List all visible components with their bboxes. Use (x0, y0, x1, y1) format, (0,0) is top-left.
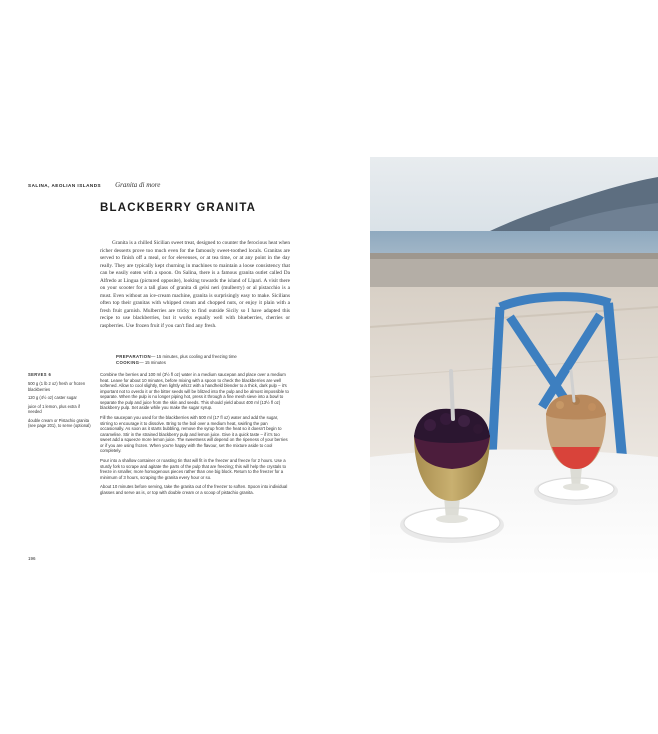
italian-recipe-name: Granita di more (115, 181, 161, 189)
ingredient-item: 120 g (4½ oz) caster sugar (28, 395, 77, 401)
preparation-label: PREPARATION (116, 354, 152, 359)
ingredient-item: double cream or Pistachio granita (see page 201), to serve (optional) (28, 417, 91, 429)
ingredients-list (28, 372, 94, 432)
preparation-value: — 15 minutes, plus cooling and freezing time (151, 354, 237, 359)
recipe-title: BLACKBERRY GRANITA (100, 202, 257, 214)
section-label: SALINA, AEOLIAN ISLANDS (28, 183, 102, 188)
method-step: About 10 minutes before serving, take the granita out of the freezer to soften. Spoon into individual glasses and serve as is, or top with double cream or a scoop of pistachio granita. (100, 484, 288, 495)
granita-photo (370, 157, 658, 577)
timings (116, 354, 286, 366)
method-step: Pour into a shallow container or roasting tin that will fit in the freezer and freeze for 2 hours. Use a sturdy fork to scrape and agitate the parts of the pulp that are freezing; this will help the crystals to freeze in smaller, more homogenous pieces rather than one big block. Return to the freezer for a minimum of 3 hours, scraping the granita every hour or so. (100, 458, 287, 480)
cooking-line (116, 360, 286, 366)
method-step: Fill the saucepan you used for the blackberries with 500 ml (17 fl oz) water and add the sugar, stirring to encourage it to dissolve. Bring to the boil over a medium heat, swirling the pan occasionally. As soon as it starts bubbling, remove the syrup from the heat so it doesn't begin to caramelise. Stir in the strained blackberry pulp and lemon juice. Give it a quick taste – if it's too sweet add a squeeze more lemon juice. The sweetness will depend on the ripeness of your berries or if you are using frozen. When you're happy with the flavour, set the mixture aside to cool completely. (100, 415, 288, 454)
intro-paragraph: Granita is a chilled Sicilian sweet treat, designed to counter the ferocious heat when richer desserts prove too much even for the famously sweet-toothed locals. Granitas are served to finish off a meal, or for elevenses, or at tea time, or at any point in the day really. They are typically kept churning in machines to maintain a loose consistency that can be easily eaten with a spoon. On Salina, there is a famous granita outlet called Da Alfredo at Lingua (pictured opposite), looking towards the island of Lipari. A visit there on your scooter for a tall glass of granita di gelsi neri (mulberry) or al pistacchio is a must. Even without an ice-cream machine, granita is surprisingly easy to make. Sicilians often top their granitas with whipped cream and chopped nuts, or enjoy it plain with a fresh fruit garnish. Mulberries are tricky to find outside Sicily so I have adapted this recipe to use blackberries, but it works equally well with blueberries, cherries or raspberries. Use frozen fruit if you can't find any fresh. (100, 240, 290, 330)
running-head (28, 181, 328, 189)
ingredient-item: juice of 1 lemon, plus extra if needed (28, 403, 80, 415)
cooking-value: — 15 minutes (139, 360, 166, 365)
ingredient-item: 500 g (1 lb 2 oz) fresh or frozen blackberries (28, 381, 86, 392)
serves-label: SERVES 6 (28, 372, 52, 377)
method-steps (100, 372, 290, 500)
method-step: Combine the berries and 100 ml (3½ fl oz) water in a medium saucepan and place over a medium heat. Leave for about 10 minutes, before mixing with a spoon to check the blackberries are well softened. Allow to cool slightly, then lightly whizz with a handheld blender to a thick, dark pulp – it's important not to overdo it or the bitter seeds will be blitzed into the pulp and be almost impossible to separate. When the pulp is no longer piping hot, press it through a fine mesh sieve into a bowl to separate the pulp and juice from the skin and seeds. This should yield about 400 ml (13½ fl oz) blackberry pulp. Set aside while you make the sugar syrup. (100, 372, 289, 411)
page-number: 196 (28, 556, 36, 561)
cooking-label: COOKING (116, 360, 140, 365)
photo-illustration (370, 157, 658, 577)
